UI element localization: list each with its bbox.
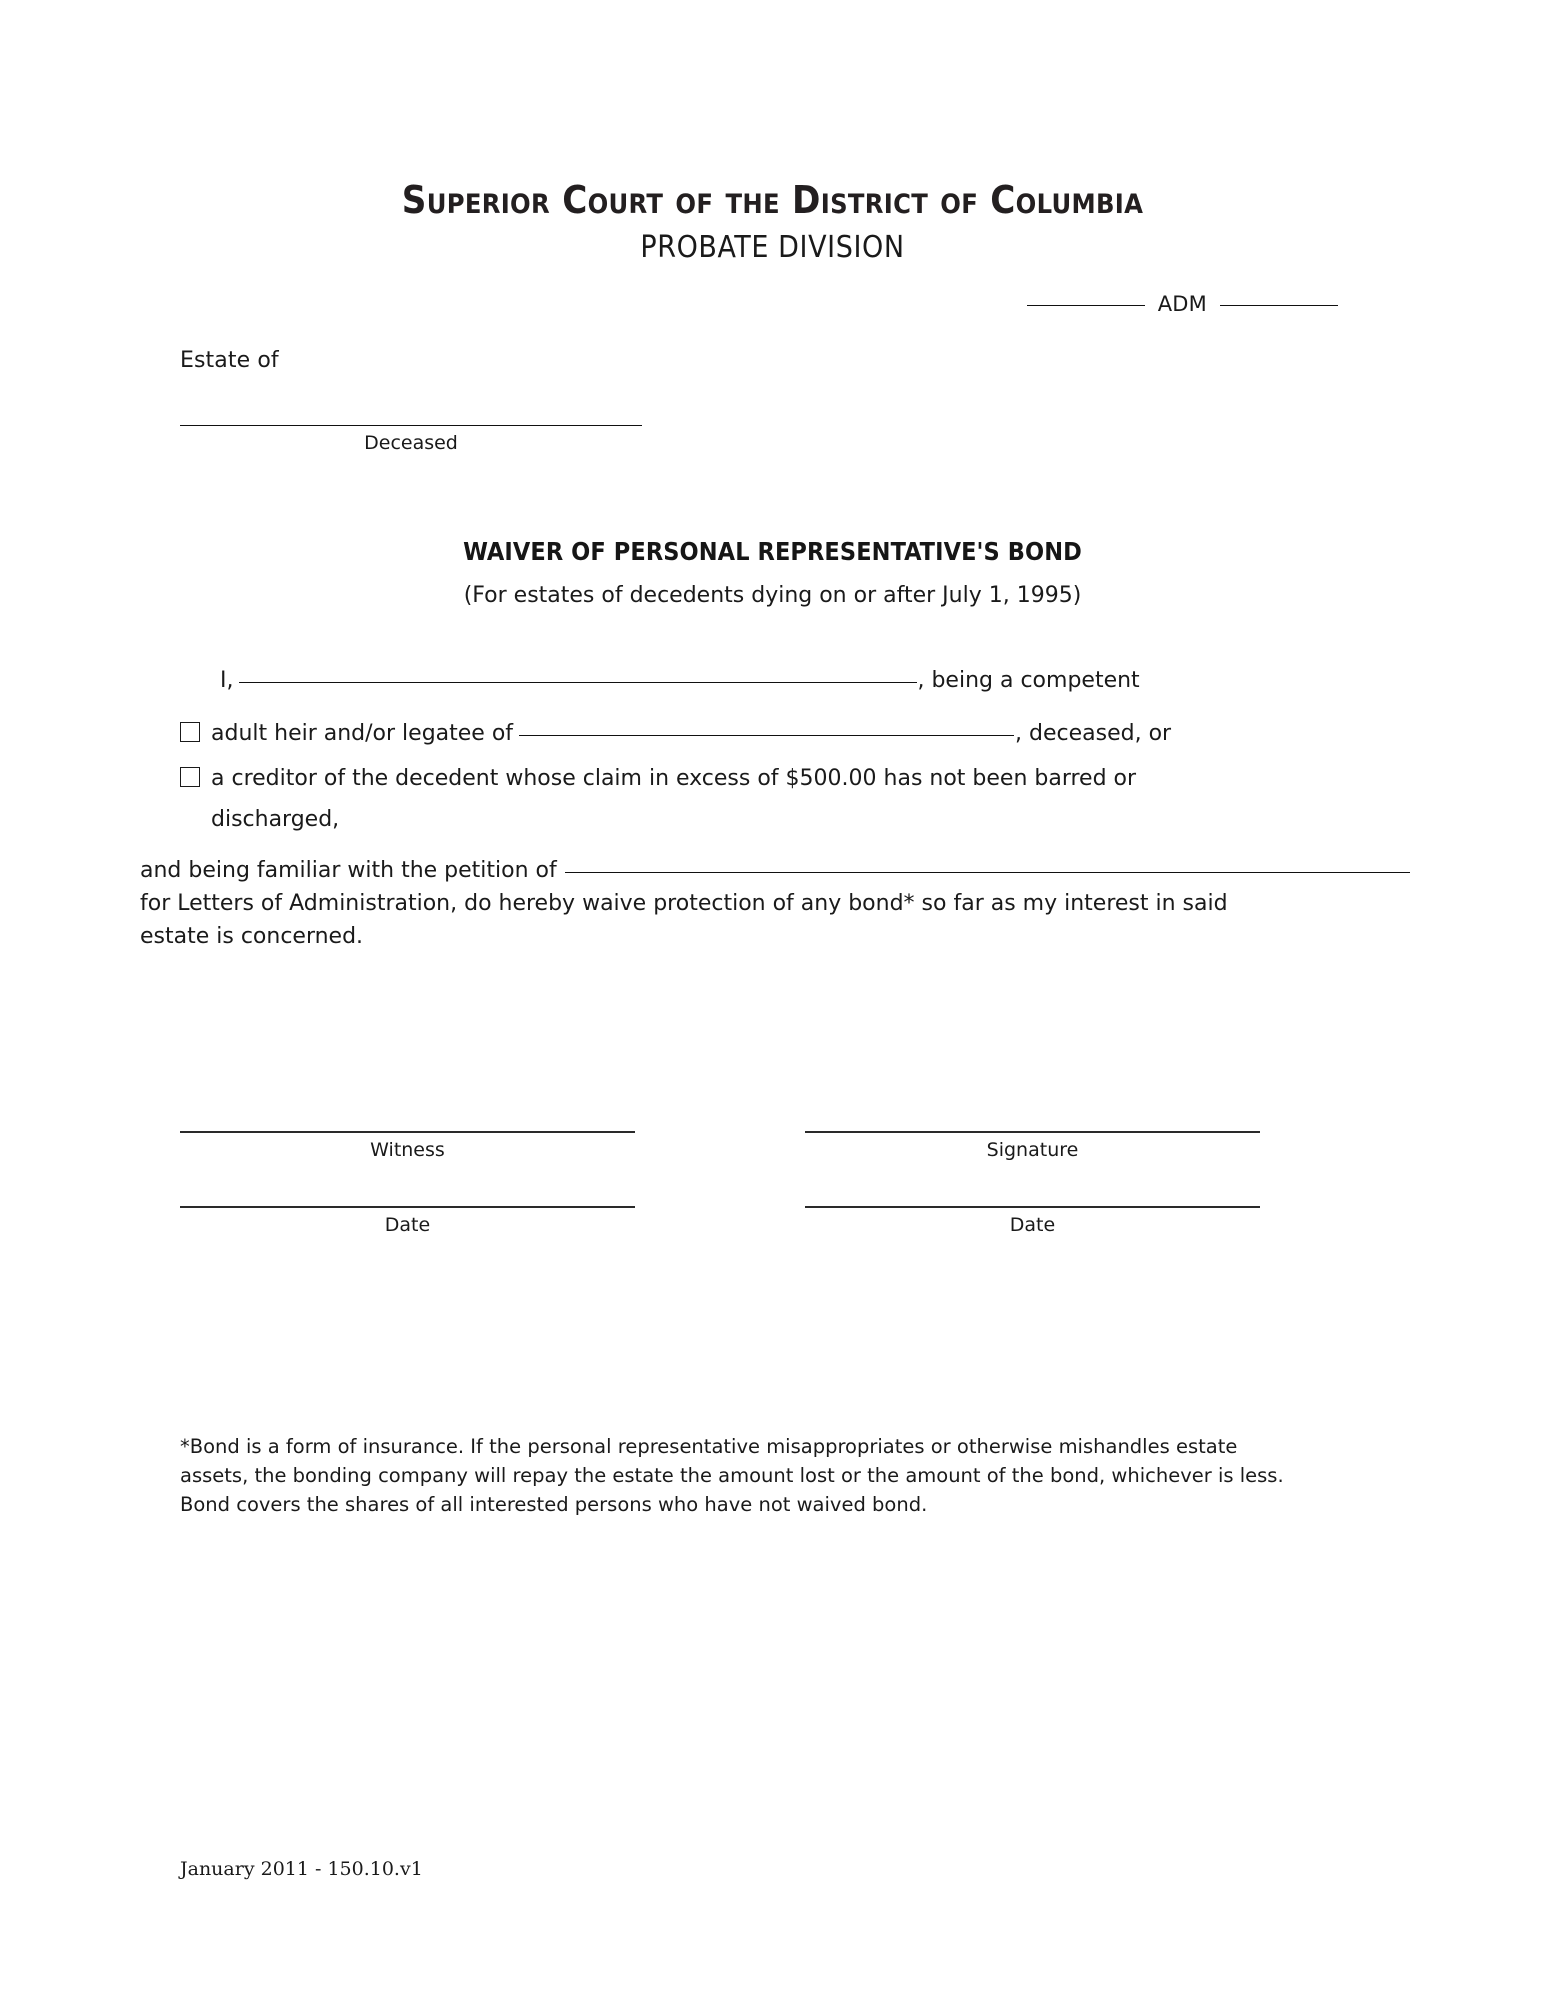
adm-label: ADM bbox=[1157, 292, 1207, 316]
option-heir-label: adult heir and/or legatee of bbox=[211, 721, 514, 746]
form-subheading: (For estates of decedents dying on or after July 1, 1995) bbox=[463, 583, 1082, 608]
division-title: PROBATE DIVISION bbox=[640, 230, 905, 265]
option-creditor-row[interactable] bbox=[180, 758, 1190, 840]
signature-label: Signature bbox=[986, 1139, 1079, 1161]
case-number-row bbox=[1027, 292, 1338, 316]
declarant-line bbox=[220, 660, 1338, 701]
decedent-name-heir-blank[interactable] bbox=[519, 734, 1014, 736]
signer-date-label: Date bbox=[1009, 1214, 1056, 1236]
case-number-prefix-blank[interactable] bbox=[1027, 304, 1145, 306]
option-heir-row[interactable] bbox=[180, 713, 1338, 754]
bond-footnote bbox=[180, 1432, 1342, 1519]
witness-label: Witness bbox=[370, 1139, 445, 1161]
declarant-suffix: , being a competent bbox=[917, 668, 1140, 693]
checkbox-creditor[interactable] bbox=[180, 767, 200, 787]
form-version: January 2011 - 150.10.v1 bbox=[180, 1858, 423, 1880]
petition-prefix: and being familiar with the petition of bbox=[140, 858, 557, 883]
footnote-line-2: assets, the bonding company will repay the estate the amount lost or the amount of the bond, whichever is less. bbox=[180, 1464, 1284, 1487]
court-title: Superior Court of the District of Columbia bbox=[401, 178, 1144, 222]
decedent-name-blank[interactable] bbox=[180, 425, 642, 426]
witness-date-blank[interactable] bbox=[180, 1206, 635, 1208]
form-heading: WAIVER OF PERSONAL REPRESENTATIVE'S BOND bbox=[463, 537, 1082, 566]
option-heir-suffix: , deceased, or bbox=[1015, 721, 1172, 746]
signature-blank[interactable] bbox=[805, 1131, 1260, 1133]
option-creditor-label: a creditor of the decedent whose claim in excess of $500.00 has not been barred or discharged, bbox=[211, 766, 1137, 832]
declarant-prefix: I, bbox=[220, 668, 234, 693]
checkbox-heir-legatee[interactable] bbox=[180, 722, 200, 742]
footnote-line-3: Bond covers the shares of all interested persons who have not waived bond. bbox=[180, 1493, 928, 1516]
footnote-line-1: *Bond is a form of insurance. If the personal representative misappropriates or otherwise mishandles estate bbox=[180, 1435, 1238, 1458]
witness-date-label: Date bbox=[384, 1214, 431, 1236]
witness-signature-blank[interactable] bbox=[180, 1131, 635, 1133]
case-number-suffix-blank[interactable] bbox=[1220, 304, 1338, 306]
estate-of-label: Estate of bbox=[180, 348, 279, 373]
petitioner-name-blank[interactable] bbox=[565, 871, 1410, 873]
deceased-label: Deceased bbox=[364, 432, 458, 454]
closing-line-2: estate is concerned. bbox=[140, 924, 364, 949]
option-heir-content bbox=[211, 713, 1171, 754]
declarant-name-blank[interactable] bbox=[239, 681, 917, 683]
signer-date-blank[interactable] bbox=[805, 1206, 1260, 1208]
closing-line-1: for Letters of Administration, do hereby waive protection of any bond* so far as my interest in said bbox=[140, 891, 1228, 916]
